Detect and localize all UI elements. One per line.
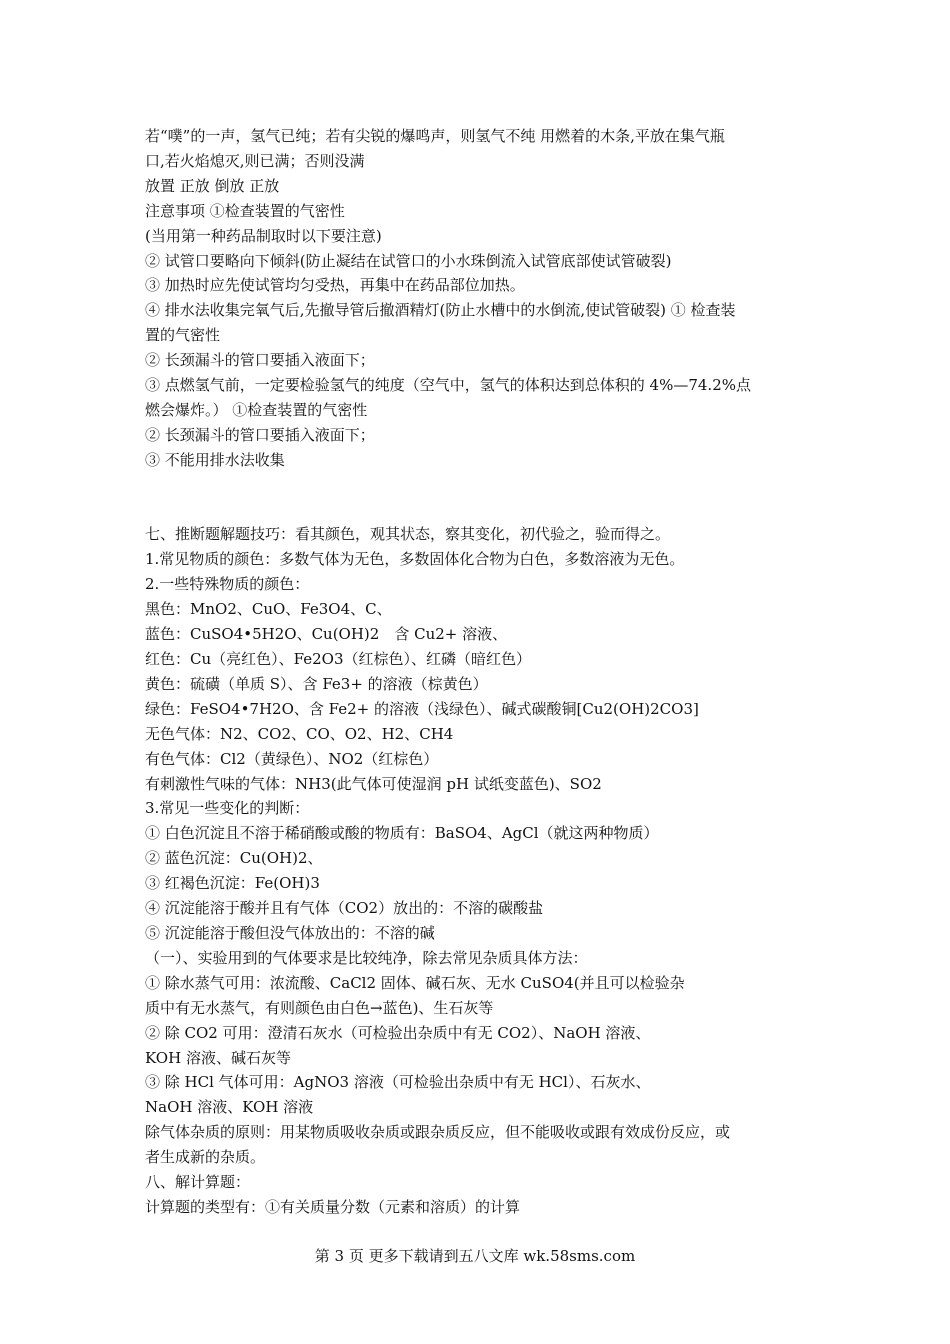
text-line: 计算题的类型有：①有关质量分数（元素和溶质）的计算 xyxy=(145,1197,521,1216)
text-line: 有刺激性气味的气体：NH3(此气体可使湿润 pH 试纸变蓝色)、SO2 xyxy=(145,774,602,793)
text-line: ② 试管口要略向下倾斜(防止凝结在试管口的小水珠倒流入试管底部使试管破裂) xyxy=(145,251,672,270)
text-line: ④ 排水法收集完氧气后,先撤导管后撤酒精灯(防止水槽中的水倒流,使试管破裂) ① 检查装 xyxy=(145,301,736,320)
text-line: ② 除 CO2 可用：澄清石灰水（可检验出杂质中有无 CO2）、NaOH 溶液、 xyxy=(145,1023,651,1042)
text-line: 者生成新的杂质。 xyxy=(145,1148,266,1167)
text-line: 1.常见物质的颜色：多数气体为无色，多数固体化合物为白色，多数溶液为无色。 xyxy=(145,550,685,569)
section-inference-tips xyxy=(145,522,810,1219)
text-line: ① 白色沉淀且不溶于稀硝酸或酸的物质有：BaSO4、AgCl（就这两种物质） xyxy=(145,824,659,843)
text-line: ⑤ 沉淀能溶于酸但没气体放出的：不溶的碱 xyxy=(145,923,435,942)
text-line: 放置 正放 倒放 正放 xyxy=(145,176,280,195)
text-line: 注意事项 ①检查装置的气密性 xyxy=(145,201,345,220)
text-line: 除气体杂质的原则：用某物质吸收杂质或跟杂质反应，但不能吸收或跟有效成份反应，或 xyxy=(145,1123,731,1142)
text-line: ② 蓝色沉淀：Cu(OH)2、 xyxy=(145,849,323,868)
text-line: 黄色：硫磺（单质 S）、含 Fe3+ 的溶液（棕黄色） xyxy=(145,674,488,693)
text-line: 红色：Cu（亮红色）、Fe2O3（红棕色）、红磷（暗红色） xyxy=(145,650,531,669)
text-line: 2.一些特殊物质的颜色： xyxy=(145,575,310,594)
text-line: 质中有无水蒸气，有则颜色由白色→蓝色)、生石灰等 xyxy=(145,998,494,1017)
text-line: 蓝色：CuSO4•5H2O、Cu(OH)2 含 Cu2+ 溶液、 xyxy=(145,625,508,644)
text-line: ① 除水蒸气可用：浓流酸、CaCl2 固体、碱石灰、无水 CuSO4(并且可以检验杂 xyxy=(145,973,685,992)
page-footer: 第 3 页 更多下载请到五八文库 wk.58sms.com xyxy=(314,1247,636,1265)
text-line: 黑色：MnO2、CuO、Fe3O4、C、 xyxy=(145,600,392,619)
text-line: 口,若火焰熄灭,则已满；否则没满 xyxy=(145,151,365,170)
text-line: 置的气密性 xyxy=(145,326,221,345)
text-line: 绿色：FeSO4•7H2O、含 Fe2+ 的溶液（浅绿色）、碱式碳酸铜[Cu2(OH)2CO3] xyxy=(145,699,699,718)
text-line: ③ 不能用排水法收集 xyxy=(145,450,285,469)
section-heading: 八、解计算题： xyxy=(145,1173,251,1192)
text-line: ③ 点燃氢气前，一定要检验氢气的纯度（空气中，氢气的体积达到总体积的 4%—74.2%点 xyxy=(145,376,751,395)
text-line: ③ 加热时应先使试管均匀受热，再集中在药品部位加热。 xyxy=(145,276,525,295)
section-heading: 七、推断题解题技巧：看其颜色，观其状态，察其变化，初代验之，验而得之。 xyxy=(145,525,671,544)
document-body xyxy=(145,124,810,1220)
text-line: 无色气体：N2、CO2、CO、O2、H2、CH4 xyxy=(145,724,454,743)
text-line: 有色气体：Cl2（黄绿色）、NO2（红棕色） xyxy=(145,749,439,768)
text-line: ③ 除 HCl 气体可用：AgNO3 溶液（可检验出杂质中有无 HCl）、石灰水、 xyxy=(145,1073,651,1092)
text-line: ③ 红褐色沉淀：Fe(OH)3 xyxy=(145,874,320,893)
text-line: KOH 溶液、碱石灰等 xyxy=(145,1048,291,1067)
paragraph-gap xyxy=(145,473,810,523)
text-line: ② 长颈漏斗的管口要插入液面下； xyxy=(145,425,375,444)
text-line: 3.常见一些变化的判断： xyxy=(145,799,310,818)
section-gas-collection-notes xyxy=(145,124,810,473)
text-line: （一）、实验用到的气体要求是比较纯净，除去常见杂质具体方法： xyxy=(145,948,588,967)
text-line: 燃会爆炸。） ①检查装置的气密性 xyxy=(145,400,368,419)
text-line: ④ 沉淀能溶于酸并且有气体（CO2）放出的：不溶的碳酸盐 xyxy=(145,899,544,918)
text-line: ② 长颈漏斗的管口要插入液面下； xyxy=(145,351,375,370)
text-line: NaOH 溶液、KOH 溶液 xyxy=(145,1098,314,1117)
text-line: 若“噗”的一声，氢气已纯；若有尖锐的爆鸣声，则氢气不纯 用燃着的木条,平放在集气瓶 xyxy=(145,127,725,145)
text-line: (当用第一种药品制取时以下要注意) xyxy=(145,226,382,245)
